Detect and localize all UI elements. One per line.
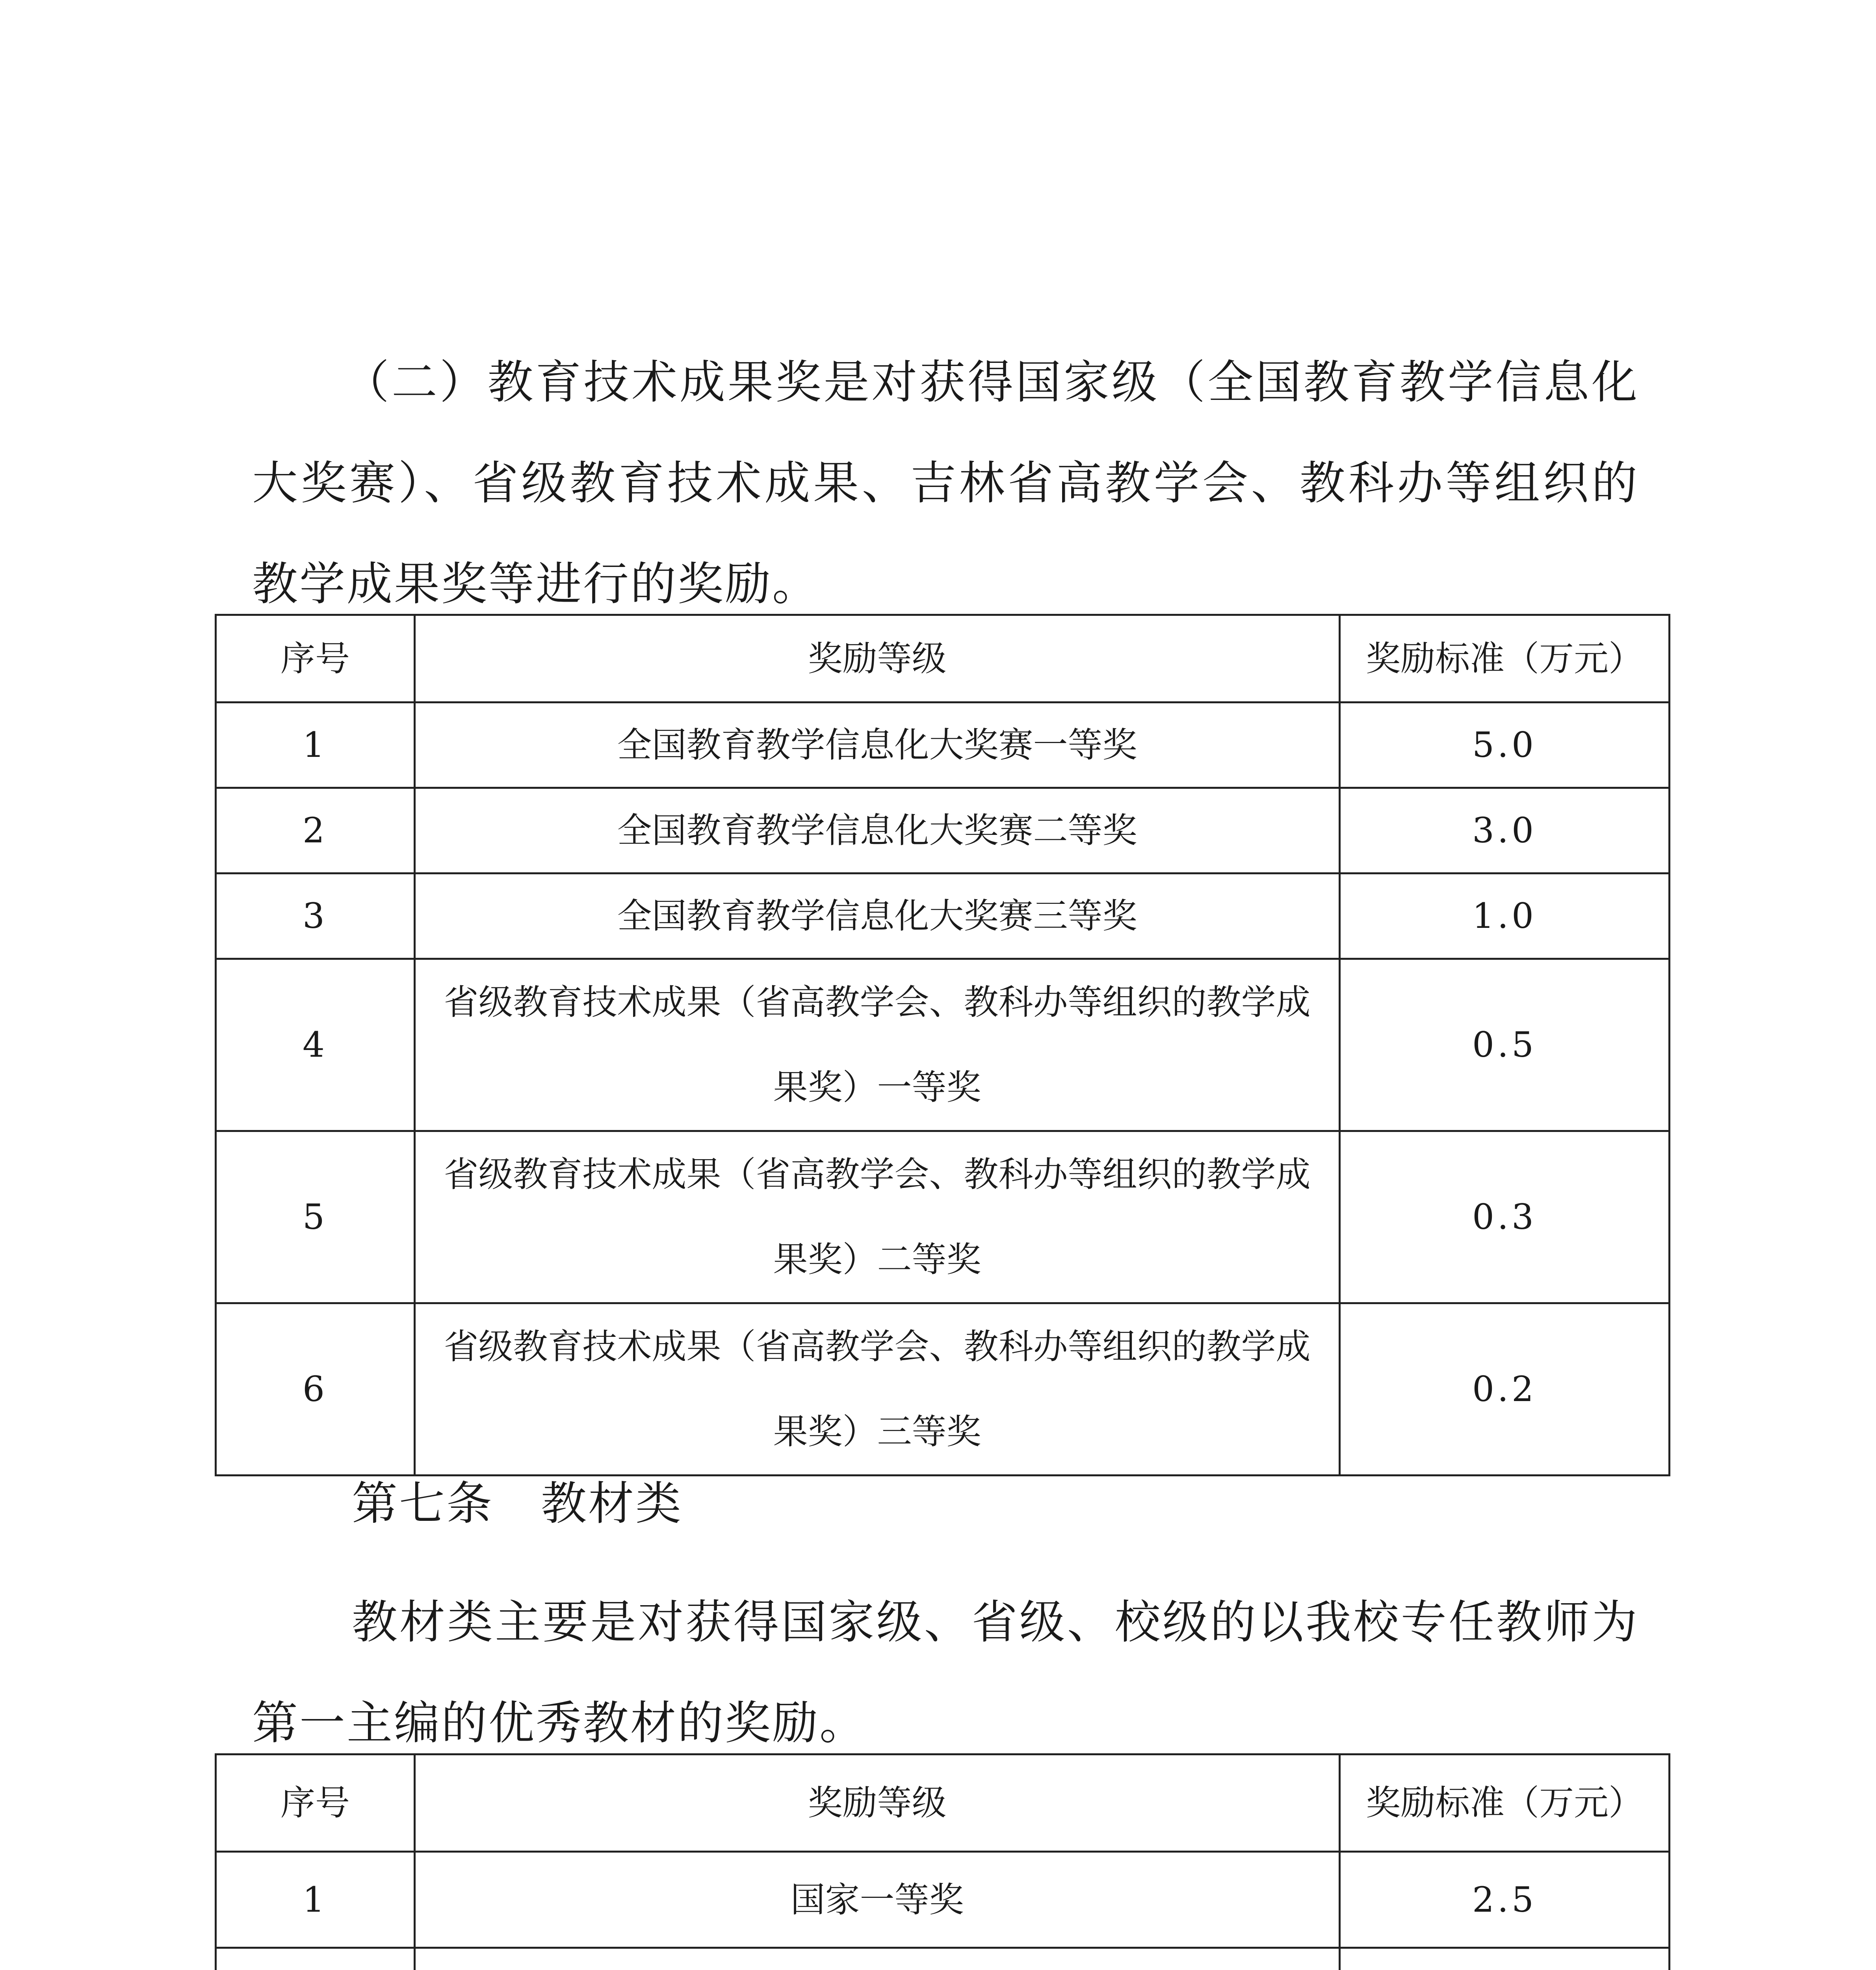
row-standard xyxy=(1340,1948,1670,1970)
row-standard: 3.0 xyxy=(1340,788,1670,873)
row-level: 省级教育技术成果（省高教学会、教科办等组织的教学成果奖）二等奖 xyxy=(415,1131,1340,1303)
row-index: 4 xyxy=(216,959,415,1131)
row-index: 1 xyxy=(216,703,415,788)
row-standard: 1.0 xyxy=(1340,873,1670,959)
row-standard: 0.3 xyxy=(1340,1131,1670,1303)
row-standard: 0.5 xyxy=(1340,959,1670,1131)
header-standard: 奖励标准（万元） xyxy=(1340,615,1670,703)
row-index: 1 xyxy=(216,1852,415,1948)
table-row xyxy=(216,959,1670,1131)
header-level: 奖励等级 xyxy=(415,615,1340,703)
table-row xyxy=(216,1852,1670,1948)
table-row xyxy=(216,788,1670,873)
row-index: 2 xyxy=(216,788,415,873)
row-level: 全国教育教学信息化大奖赛三等奖 xyxy=(415,873,1340,959)
row-standard: 0.2 xyxy=(1340,1303,1670,1476)
header-index: 序号 xyxy=(216,1754,415,1852)
row-level: 国家一等奖 xyxy=(415,1852,1340,1948)
row-level xyxy=(415,1948,1340,1970)
row-level: 省级教育技术成果（省高教学会、教科办等组织的教学成果奖）一等奖 xyxy=(415,959,1340,1131)
row-level: 省级教育技术成果（省高教学会、教科办等组织的教学成果奖）三等奖 xyxy=(415,1303,1340,1476)
row-standard: 2.5 xyxy=(1340,1852,1670,1948)
row-index: 3 xyxy=(216,873,415,959)
table-row xyxy=(216,703,1670,788)
table-row xyxy=(216,873,1670,959)
table-row xyxy=(216,1948,1670,1970)
row-index: 6 xyxy=(216,1303,415,1476)
education-technology-award-table xyxy=(215,614,1670,1476)
table-header-row xyxy=(216,615,1670,703)
row-index xyxy=(216,1948,415,1970)
row-index: 5 xyxy=(216,1131,415,1303)
article-seven-heading: 第七条 教材类 xyxy=(352,1477,683,1530)
header-index: 序号 xyxy=(216,615,415,703)
row-level: 全国教育教学信息化大奖赛一等奖 xyxy=(415,703,1340,788)
textbook-award-table xyxy=(215,1753,1670,1970)
article-seven-paragraph: 教材类主要是对获得国家级、省级、校级的以我校专任教师为第一主编的优秀教材的奖励。 xyxy=(252,1596,1639,1750)
section-two-paragraph: （二）教育技术成果奖是对获得国家级（全国教育教学信息化大奖赛）、省级教育技术成果、吉林省高教学会、教科办等组织的教学成果奖等进行的奖励。 xyxy=(252,356,1639,611)
row-level: 全国教育教学信息化大奖赛二等奖 xyxy=(415,788,1340,873)
table-row xyxy=(216,1131,1670,1303)
header-standard: 奖励标准（万元） xyxy=(1340,1754,1670,1852)
table-row xyxy=(216,1303,1670,1476)
header-level: 奖励等级 xyxy=(415,1754,1340,1852)
row-standard: 5.0 xyxy=(1340,703,1670,788)
table-header-row xyxy=(216,1754,1670,1852)
